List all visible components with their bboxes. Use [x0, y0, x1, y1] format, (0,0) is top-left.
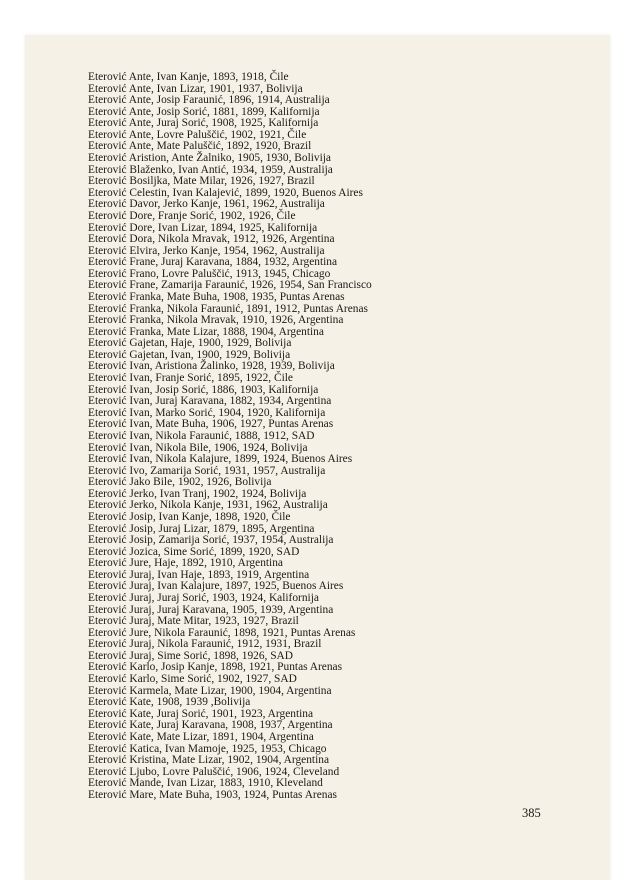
list-item: Eterović Ivan, Nikola Faraunić, 1888, 1912, SAD: [88, 429, 315, 442]
list-item: Eterović Juraj, Juraj Sorić, 1903, 1924, Kalifornija: [88, 592, 319, 605]
list-item: Eterović Ante, Ivan Kanje, 1893, 1918, Čile: [88, 71, 289, 83]
list-item: Eterović Blaženko, Ivan Antić, 1934, 1959, Australija: [88, 163, 333, 176]
list-item: Eterović Ivo, Zamarija Sorić, 1931, 1957, Australija: [88, 464, 326, 477]
list-item: Eterović Kate, Mate Lizar, 1891, 1904, Argentina: [88, 730, 314, 743]
list-item: Eterović Mare, Mate Buha, 1903, 1924, Puntas Arenas: [88, 788, 337, 801]
list-item: Eterović Juraj, Mate Mitar, 1923, 1927, Brazil: [88, 615, 299, 628]
list-item: Eterović Dore, Ivan Lizar, 1894, 1925, Kalifornija: [88, 221, 318, 234]
emigrant-list: [88, 72, 372, 801]
list-item: Eterović Ivan, Nikola Kalajure, 1899, 1924, Buenos Aires: [88, 453, 353, 466]
list-item: Eterović Karlo, Sime Sorić, 1902, 1927, SAD: [88, 673, 297, 686]
list-item: Eterović Franka, Nikola Mravak, 1910, 1926, Argentina: [88, 314, 344, 327]
list-item: Eterović Dora, Nikola Mravak, 1912, 1926, Argentina: [88, 233, 335, 246]
list-item: Eterović Ivan, Franje Sorić, 1895, 1922, Čile: [88, 372, 293, 385]
list-item: Eterović Jure, Nikola Faraunić, 1898, 1921, Puntas Arenas: [88, 626, 356, 639]
list-item: Eterović Juraj, Ivan Kalajure, 1897, 1925, Buenos Aires: [88, 580, 344, 593]
list-item: Eterović Kate, Juraj Karavana, 1908, 1937, Argentina: [88, 719, 333, 732]
list-item: Eterović Kristina, Mate Lizar, 1902, 1904, Argentina: [88, 754, 330, 767]
list-item: Eterović Kate, 1908, 1939 ,Bolivija: [88, 696, 251, 709]
document-page: [25, 35, 610, 880]
list-item: Eterović Jerko, Nikola Kanje, 1931, 1962, Australija: [88, 499, 328, 512]
list-item: Eterović Josip, Zamarija Sorić, 1937, 1954, Australija: [88, 534, 334, 547]
list-item: Eterović Josip, Juraj Lizar, 1879, 1895, Argentina: [88, 522, 315, 535]
list-item: Eterović Juraj, Nikola Faraunić, 1912, 1931, Brazil: [88, 638, 322, 651]
list-item: Eterović Jozica, Sime Sorić, 1899, 1920, SAD: [88, 545, 300, 558]
list-item: Eterović Ante, Ivan Lizar, 1901, 1937, Bolivija: [88, 82, 303, 95]
list-item: Eterović Ante, Josip Sorić, 1881, 1899, Kalifornija: [88, 105, 320, 118]
list-item: Eterović Gajetan, Ivan, 1900, 1929, Bolivija: [88, 348, 291, 361]
list-item: Eterović Frane, Zamarija Faraunić, 1926, 1954, San Francisco: [88, 279, 372, 292]
list-item: Eterović Ante, Mate Paluščić, 1892, 1920, Brazil: [88, 140, 312, 153]
list-item: Eterović Dore, Franje Sorić, 1902, 1926, Čile: [88, 209, 296, 222]
list-item: Eterović Elvira, Jerko Kanje, 1954, 1962, Australija: [88, 244, 325, 257]
list-item: Eterović Ivan, Nikola Bile, 1906, 1924, Bolivija: [88, 441, 308, 454]
list-item: Eterović Gajetan, Haje, 1900, 1929, Bolivija: [88, 337, 292, 350]
list-item: Eterović Franka, Nikola Faraunić, 1891, 1912, Puntas Arenas: [88, 302, 368, 315]
list-item: Eterović Kate, Juraj Sorić, 1901, 1923, Argentina: [88, 707, 314, 720]
list-item: Eterović Jako Bile, 1902, 1926, Bolivija: [88, 476, 272, 489]
list-item: Eterović Juraj, Ivan Haje, 1893, 1919, Argentina: [88, 568, 310, 581]
list-item: Eterović Ivan, Josip Sorić, 1886, 1903, Kalifornija: [88, 383, 319, 396]
list-item: Eterović Aristion, Ante Žalniko, 1905, 1930, Bolivija: [88, 152, 331, 165]
list-item: Eterović Karlo, Josip Kanje, 1898, 1921, Puntas Arenas: [88, 661, 343, 674]
list-item: Eterović Ivan, Mate Buha, 1906, 1927, Puntas Arenas: [88, 418, 334, 431]
list-item: Eterović Davor, Jerko Kanje, 1961, 1962, Australija: [88, 198, 325, 211]
list-item: Eterović Jerko, Ivan Tranj, 1902, 1924, Bolivija: [88, 487, 307, 500]
list-item: Eterović Frano, Lovre Paluščić, 1913, 1945, Chicago: [88, 267, 331, 280]
list-item: Eterović Franka, Mate Lizar, 1888, 1904, Argentina: [88, 325, 324, 338]
list-item: Eterović Katica, Ivan Mamoje, 1925, 1953, Chicago: [88, 742, 327, 755]
list-item: Eterović Celestin, Ivan Kalajević, 1899, 1920, Buenos Aires: [88, 186, 363, 199]
page-number: 385: [522, 806, 541, 820]
list-item: Eterović Juraj, Juraj Karavana, 1905, 1939, Argentina: [88, 603, 334, 616]
list-item: Eterović Ivan, Juraj Karavana, 1882, 1934, Argentina: [88, 395, 332, 408]
list-item: Eterović Bosiljka, Mate Milar, 1926, 1927, Brazil: [88, 175, 315, 188]
list-item: Eterović Ante, Juraj Sorić, 1908, 1925, Kalifornija: [88, 117, 319, 130]
list-item: Eterović Franka, Mate Buha, 1908, 1935, Puntas Arenas: [88, 290, 345, 303]
list-item: Eterović Ante, Josip Faraunić, 1896, 1914, Australija: [88, 94, 330, 107]
list-item: Eterović Juraj, Sime Sorić, 1898, 1926, SAD: [88, 649, 294, 662]
list-item: Eterović Ljubo, Lovre Paluščić, 1906, 1924, Cleveland: [88, 765, 340, 778]
list-item: Eterović Ante, Lovre Paluščić, 1902, 1921, Čile: [88, 128, 307, 141]
list-item: Eterović Jure, Haje, 1892, 1910, Argentina: [88, 557, 283, 570]
list-item: Eterović Mande, Ivan Lizar, 1883, 1910, Kleveland: [88, 777, 323, 790]
list-item: Eterović Karmela, Mate Lizar, 1900, 1904, Argentina: [88, 684, 332, 697]
list-item: Eterović Ivan, Marko Sorić, 1904, 1920, Kalifornija: [88, 406, 326, 419]
list-item: Eterović Josip, Ivan Kanje, 1898, 1920, Čile: [88, 510, 291, 523]
list-item: Eterović Frane, Juraj Karavana, 1884, 1932, Argentina: [88, 256, 338, 269]
list-item: Eterović Ivan, Aristiona Žalinko, 1928, 1939, Bolivija: [88, 360, 335, 373]
